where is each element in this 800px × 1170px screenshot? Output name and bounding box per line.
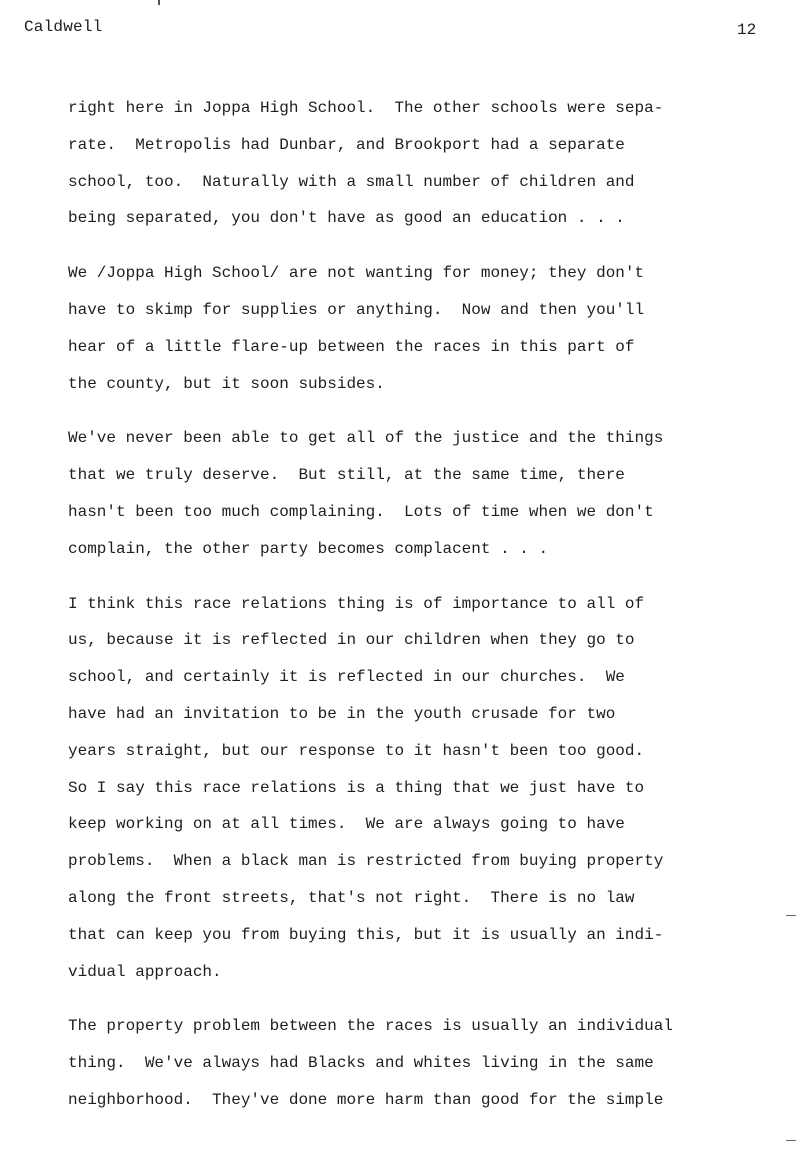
- text-line: I think this race relations thing is of importance to all of: [68, 594, 645, 613]
- scan-mark: [158, 0, 160, 5]
- paragraph-4: [68, 586, 778, 991]
- text-line: along the front streets, that's not right. There is no law: [68, 888, 635, 907]
- text-line: vidual approach.: [68, 962, 222, 981]
- text-line: neighborhood. They've done more harm than good for the simple: [68, 1090, 664, 1109]
- text-line: hear of a little flare-up between the races in this part of: [68, 337, 635, 356]
- text-line: have had an invitation to be in the youth crusade for two: [68, 704, 616, 723]
- document-body: [68, 90, 778, 1137]
- text-line: rate. Metropolis had Dunbar, and Brookport had a separate: [68, 135, 625, 154]
- text-line: right here in Joppa High School. The other schools were sepa-: [68, 99, 664, 117]
- text-line: that can keep you from buying this, but it is usually an indi-: [68, 925, 664, 944]
- text-line: hasn't been too much complaining. Lots of time when we don't: [68, 502, 654, 521]
- header-name: Caldwell: [24, 18, 103, 36]
- text-line: We /Joppa High School/ are not wanting for money; they don't: [68, 264, 645, 283]
- text-line: that we truly deserve. But still, at the same time, there: [68, 466, 625, 485]
- text-line: the county, but it soon subsides.: [68, 374, 385, 393]
- text-line: thing. We've always had Blacks and whites living in the same: [68, 1054, 654, 1073]
- text-line: problems. When a black man is restricted from buying property: [68, 852, 664, 871]
- text-line: have to skimp for supplies or anything. Now and then you'll: [68, 300, 645, 319]
- text-line: We've never been able to get all of the justice and the things: [68, 429, 664, 448]
- text-line: years straight, but our response to it hasn't been too good.: [68, 741, 645, 760]
- paragraph-1: [68, 90, 778, 237]
- paragraph-5: [68, 1008, 778, 1118]
- text-line: The property problem between the races is usually an individual: [68, 1017, 673, 1036]
- text-line: complain, the other party becomes complacent . . .: [68, 539, 549, 558]
- text-line: So I say this race relations is a thing that we just have to: [68, 778, 645, 797]
- text-line: school, too. Naturally with a small number of children and: [68, 172, 635, 191]
- scan-mark: [786, 915, 796, 916]
- text-line: keep working on at all times. We are always going to have: [68, 815, 625, 834]
- paragraph-3: [68, 420, 778, 567]
- scan-mark: [786, 1140, 796, 1141]
- paragraph-2: [68, 255, 778, 402]
- text-line: school, and certainly it is reflected in our churches. We: [68, 668, 625, 687]
- page-number: 12: [737, 21, 757, 39]
- text-line: us, because it is reflected in our children when they go to: [68, 631, 635, 650]
- text-line: being separated, you don't have as good an education . . .: [68, 209, 625, 228]
